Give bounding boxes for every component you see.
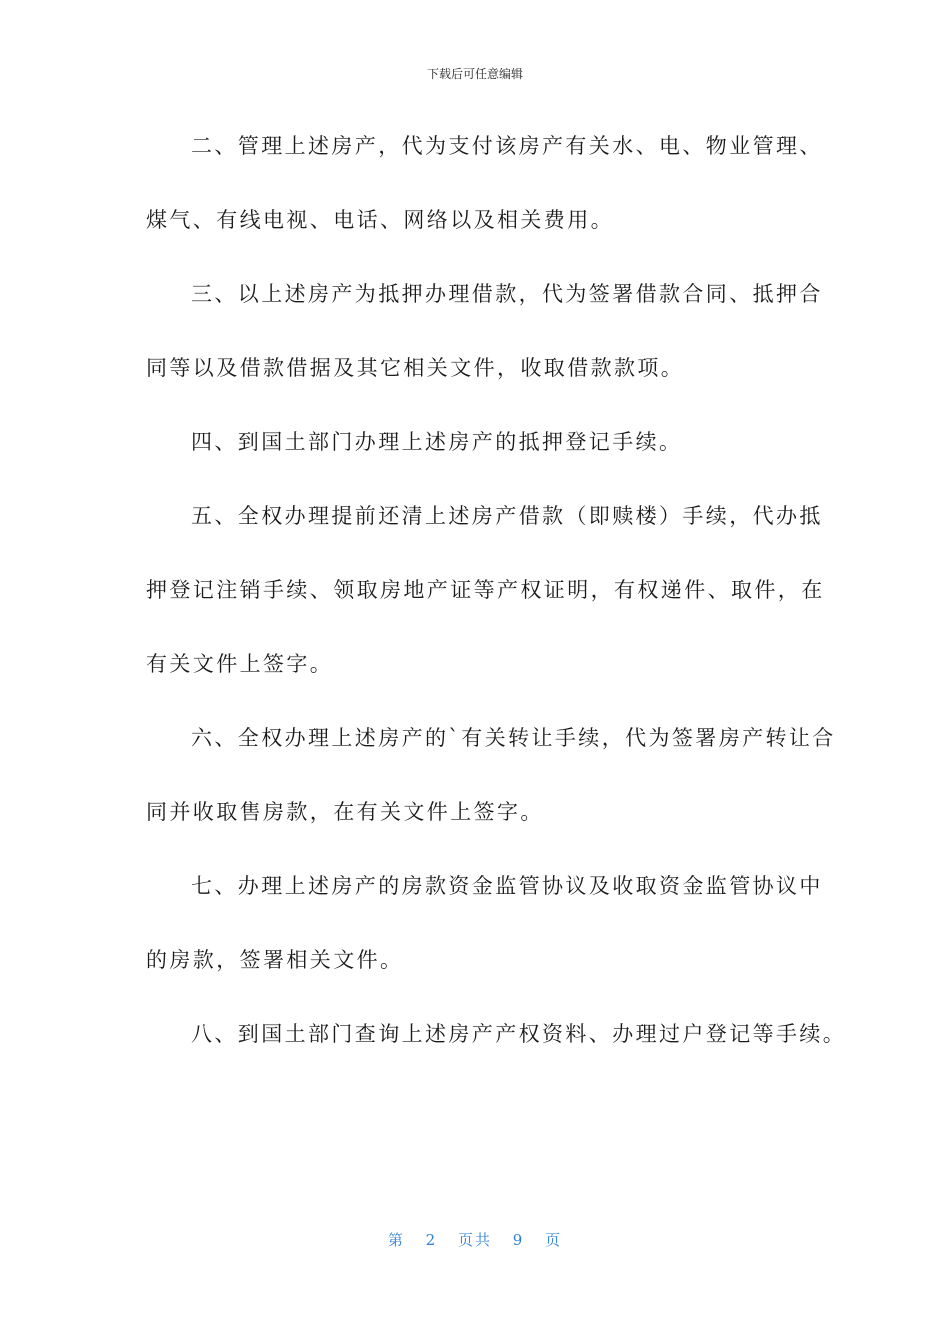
paragraph-line: 押登记注销手续、领取房地产证等产权证明，有权递件、取件，在 — [146, 578, 825, 602]
paragraph-line: 七、办理上述房产的房款资金监管协议及收取资金监管协议中 — [191, 874, 823, 898]
footer-prefix: 第 — [387, 1231, 405, 1249]
paragraph-line: 五、全权办理提前还清上述房产借款（即赎楼）手续，代办抵 — [191, 504, 823, 528]
footer-middle: 页共 — [457, 1231, 492, 1249]
paragraph-line: 煤气、有线电视、电话、网络以及相关费用。 — [146, 208, 614, 232]
page-header: 下载后可任意编辑 — [426, 67, 523, 81]
footer-suffix: 页 — [545, 1231, 563, 1249]
paragraph-line: 有关文件上签字。 — [146, 652, 334, 676]
page-footer — [0, 1230, 950, 1250]
paragraph-line: 四、到国土部门办理上述房产的抵押登记手续。 — [191, 430, 683, 454]
paragraph-line: 八、到国土部门查询上述房产产权资料、办理过户登记等手续。 — [191, 1022, 847, 1046]
paragraph-line: 同并收取售房款，在有关文件上签字。 — [146, 800, 544, 824]
paragraph-line: 的房款，签署相关文件。 — [146, 948, 404, 972]
paragraph-line: 三、以上述房产为抵押办理借款，代为签署借款合同、抵押合 — [191, 282, 823, 306]
footer-page-number: 2 — [425, 1231, 438, 1249]
footer-total-pages: 9 — [512, 1231, 525, 1249]
paragraph-line: 同等以及借款借据及其它相关文件，收取借款款项。 — [146, 356, 685, 380]
paragraph-line: 六、全权办理上述房产的`有关转让手续，代为签署房产转让合 — [191, 726, 836, 750]
paragraph-line: 二、管理上述房产，代为支付该房产有关水、电、物业管理、 — [191, 134, 823, 158]
document-body — [146, 128, 847, 1090]
